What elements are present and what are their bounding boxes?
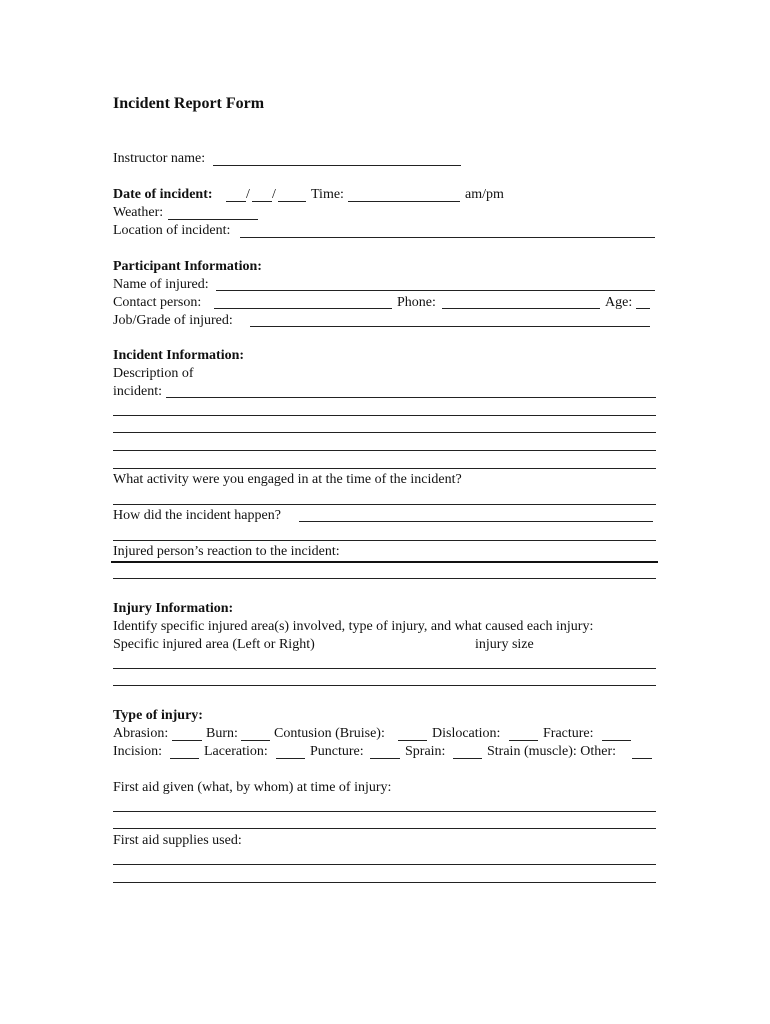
injured-area-label: Specific injured area (Left or Right) xyxy=(113,637,315,652)
description-field[interactable] xyxy=(166,397,656,398)
laceration-label: Laceration: xyxy=(204,744,268,759)
date-of-incident-label: Date of incident: xyxy=(113,187,213,202)
activity-question: What activity were you engaged in at the time of the incident? xyxy=(113,472,462,487)
how-answer-field-line[interactable] xyxy=(113,540,656,541)
laceration-field[interactable] xyxy=(276,758,305,759)
date-separator: / xyxy=(272,187,276,202)
description-field-line[interactable] xyxy=(113,415,656,416)
burn-label: Burn: xyxy=(206,726,238,741)
weather-label: Weather: xyxy=(113,205,164,220)
puncture-label: Puncture: xyxy=(310,744,364,759)
abrasion-field[interactable] xyxy=(172,740,202,741)
description-field-line[interactable] xyxy=(113,432,656,433)
ampm-label: am/pm xyxy=(465,187,504,202)
sprain-field[interactable] xyxy=(453,758,482,759)
date-month-field[interactable] xyxy=(226,201,246,202)
instructor-name-field[interactable] xyxy=(213,165,461,166)
reaction-answer-field-line[interactable] xyxy=(113,578,656,579)
name-of-injured-field[interactable] xyxy=(216,290,655,291)
fracture-label: Fracture: xyxy=(543,726,594,741)
dislocation-field[interactable] xyxy=(509,740,538,741)
job-grade-label: Job/Grade of injured: xyxy=(113,313,233,328)
incision-field[interactable] xyxy=(170,758,199,759)
participant-heading: Participant Information: xyxy=(113,259,262,274)
time-field[interactable] xyxy=(348,201,460,202)
first-aid-supplies-field-line[interactable] xyxy=(113,882,656,883)
how-question: How did the incident happen? xyxy=(113,508,281,523)
reaction-answer-field[interactable] xyxy=(111,561,658,563)
puncture-field[interactable] xyxy=(370,758,400,759)
description-label-line1: Description of xyxy=(113,366,194,381)
phone-label: Phone: xyxy=(397,295,436,310)
reaction-label: Injured person’s reaction to the incident: xyxy=(113,544,340,559)
injured-area-field-line[interactable] xyxy=(113,685,656,686)
phone-field[interactable] xyxy=(442,308,600,309)
incision-label: Incision: xyxy=(113,744,162,759)
first-aid-given-field-line[interactable] xyxy=(113,811,656,812)
injury-size-label: injury size xyxy=(475,637,534,652)
description-label-line2: incident: xyxy=(113,384,162,399)
injury-info-heading: Injury Information: xyxy=(113,601,234,616)
age-field[interactable] xyxy=(636,308,650,309)
first-aid-supplies-field-line[interactable] xyxy=(113,864,656,865)
contusion-label: Contusion (Bruise): xyxy=(274,726,385,741)
location-field[interactable] xyxy=(240,237,655,238)
contusion-field[interactable] xyxy=(398,740,427,741)
time-label: Time: xyxy=(311,187,344,202)
first-aid-supplies-label: First aid supplies used: xyxy=(113,833,242,848)
instructor-name-label: Instructor name: xyxy=(113,151,206,166)
incident-info-heading: Incident Information: xyxy=(113,348,245,363)
location-label: Location of incident: xyxy=(113,223,231,238)
age-label: Age: xyxy=(605,295,633,310)
name-of-injured-label: Name of injured: xyxy=(113,277,209,292)
abrasion-label: Abrasion: xyxy=(113,726,169,741)
how-answer-field[interactable] xyxy=(299,521,653,522)
first-aid-given-field-line[interactable] xyxy=(113,828,656,829)
fracture-field[interactable] xyxy=(602,740,631,741)
injured-area-field-line[interactable] xyxy=(113,668,656,669)
form-title: Incident Report Form xyxy=(113,95,265,112)
activity-answer-field[interactable] xyxy=(113,504,656,505)
contact-person-label: Contact person: xyxy=(113,295,202,310)
description-field-line[interactable] xyxy=(113,468,656,469)
description-field-line[interactable] xyxy=(113,450,656,451)
strain-other-label: Strain (muscle): Other: xyxy=(487,744,617,759)
burn-field[interactable] xyxy=(241,740,270,741)
weather-field[interactable] xyxy=(168,219,258,220)
contact-person-field[interactable] xyxy=(214,308,392,309)
date-year-field[interactable] xyxy=(278,201,306,202)
other-injury-field[interactable] xyxy=(632,758,652,759)
injury-type-heading: Type of injury: xyxy=(113,708,203,723)
dislocation-label: Dislocation: xyxy=(432,726,501,741)
sprain-label: Sprain: xyxy=(405,744,446,759)
date-separator: / xyxy=(246,187,250,202)
first-aid-given-label: First aid given (what, by whom) at time of injury: xyxy=(113,780,392,795)
injury-instructions: Identify specific injured area(s) involved, type of injury, and what caused each injury: xyxy=(113,619,594,634)
date-day-field[interactable] xyxy=(252,201,272,202)
job-grade-field[interactable] xyxy=(250,326,650,327)
